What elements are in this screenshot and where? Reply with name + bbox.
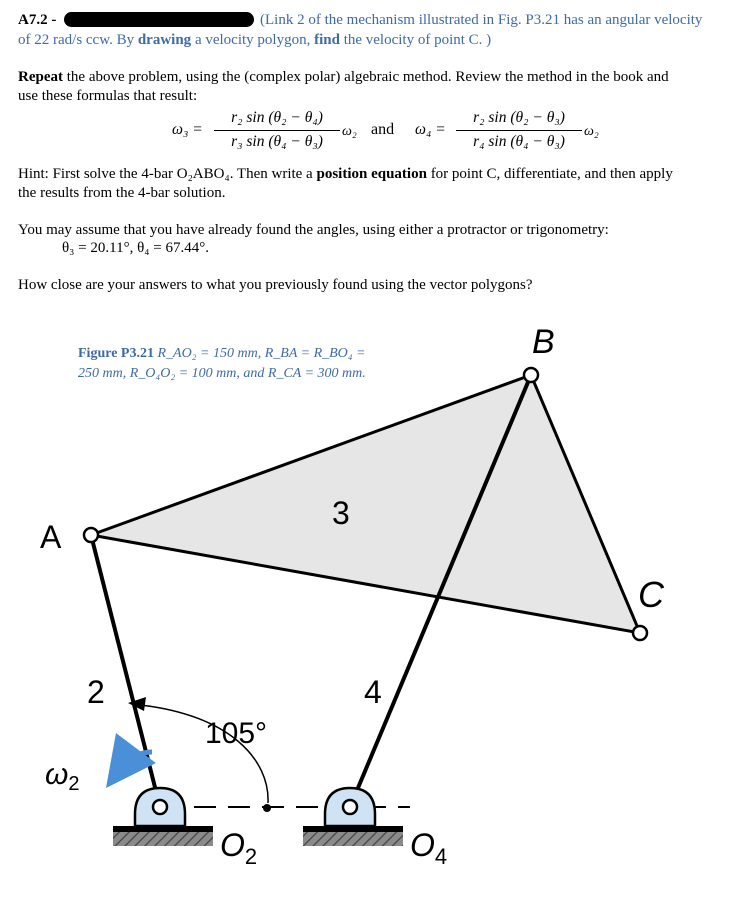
label-o2: $O_2$: [220, 827, 258, 869]
label-link-3: 3: [332, 495, 350, 531]
joint-a: [84, 528, 98, 542]
omega4-denominator: r₄ sin (θ₄ − θ₃): [473, 133, 565, 150]
omega3-denominator: r₃ sin (θ₄ − θ₃): [231, 133, 323, 150]
hint-line-1: Hint: First solve the 4-bar O₂ABO₄. Then write a position equation for point C, differentiate, and then apply: [18, 166, 673, 182]
question-text: How close are your answers to what you previously found using the vector polygons?: [18, 277, 533, 293]
omega3-label: ω₃ =: [172, 121, 203, 138]
coupler-triangle: [91, 375, 640, 633]
joint-c: [633, 626, 647, 640]
omega4-numerator: r₂ sin (θ₂ − θ₃): [473, 109, 565, 126]
assume-angles: θ₃ = 20.11°, θ₄ = 67.44°.: [62, 240, 209, 256]
omega4-label: ω₄ =: [415, 121, 446, 138]
figure-caption-line-1: Figure P3.21 R_AO₂ = 150 mm, R_BA = R_BO₄ =: [78, 346, 366, 361]
label-omega: $\omega_2$: [45, 758, 80, 795]
repeat-line-1: Repeat the above problem, using the (complex polar) algebraic method. Review the method in the book and: [18, 69, 669, 85]
label-c: C: [638, 574, 664, 615]
label-a: A: [40, 519, 62, 555]
omega3-fraction-bar: [214, 130, 340, 131]
figure-caption-line-2: 250 mm, R_O₄O₂ = 100 mm, and R_CA = 300 mm.: [78, 366, 366, 381]
omega3-numerator: r₂ sin (θ₂ − θ₄): [231, 109, 323, 126]
label-link-4: 4: [364, 674, 382, 710]
omega4-fraction-bar: [456, 130, 582, 131]
mechanism-drawing: [0, 300, 746, 901]
intro-line-1: (Link 2 of the mechanism illustrated in Fig. P3.21 has an angular velocity: [260, 12, 703, 28]
label-link-2: 2: [87, 674, 105, 710]
ground-pivot-o4: [303, 788, 403, 846]
mechanism-figure: [0, 300, 746, 901]
assume-line-1: You may assume that you have already found the angles, using either a protractor or trigonometry:: [18, 222, 609, 238]
ground-pivot-o2: [113, 788, 213, 846]
label-angle: 105°: [205, 717, 268, 750]
formula-and: and: [371, 121, 395, 138]
omega3-factor: ω₂: [342, 124, 357, 139]
problem-header: [18, 11, 703, 30]
angle-dot: [263, 804, 271, 812]
redaction-bar: [64, 12, 254, 27]
label-b: B: [532, 323, 555, 361]
omega4-factor: ω₂: [584, 124, 599, 139]
intro-line-2: of 22 rad/s ccw. By drawing a velocity polygon, find the velocity of point C. ): [18, 32, 492, 48]
hint-line-2: the results from the 4-bar solution.: [18, 185, 226, 201]
problem-id: A7.2 -: [18, 12, 57, 28]
joint-b: [524, 368, 538, 382]
repeat-line-2: use these formulas that result:: [18, 88, 198, 104]
label-o4: $O_4$: [410, 827, 448, 869]
